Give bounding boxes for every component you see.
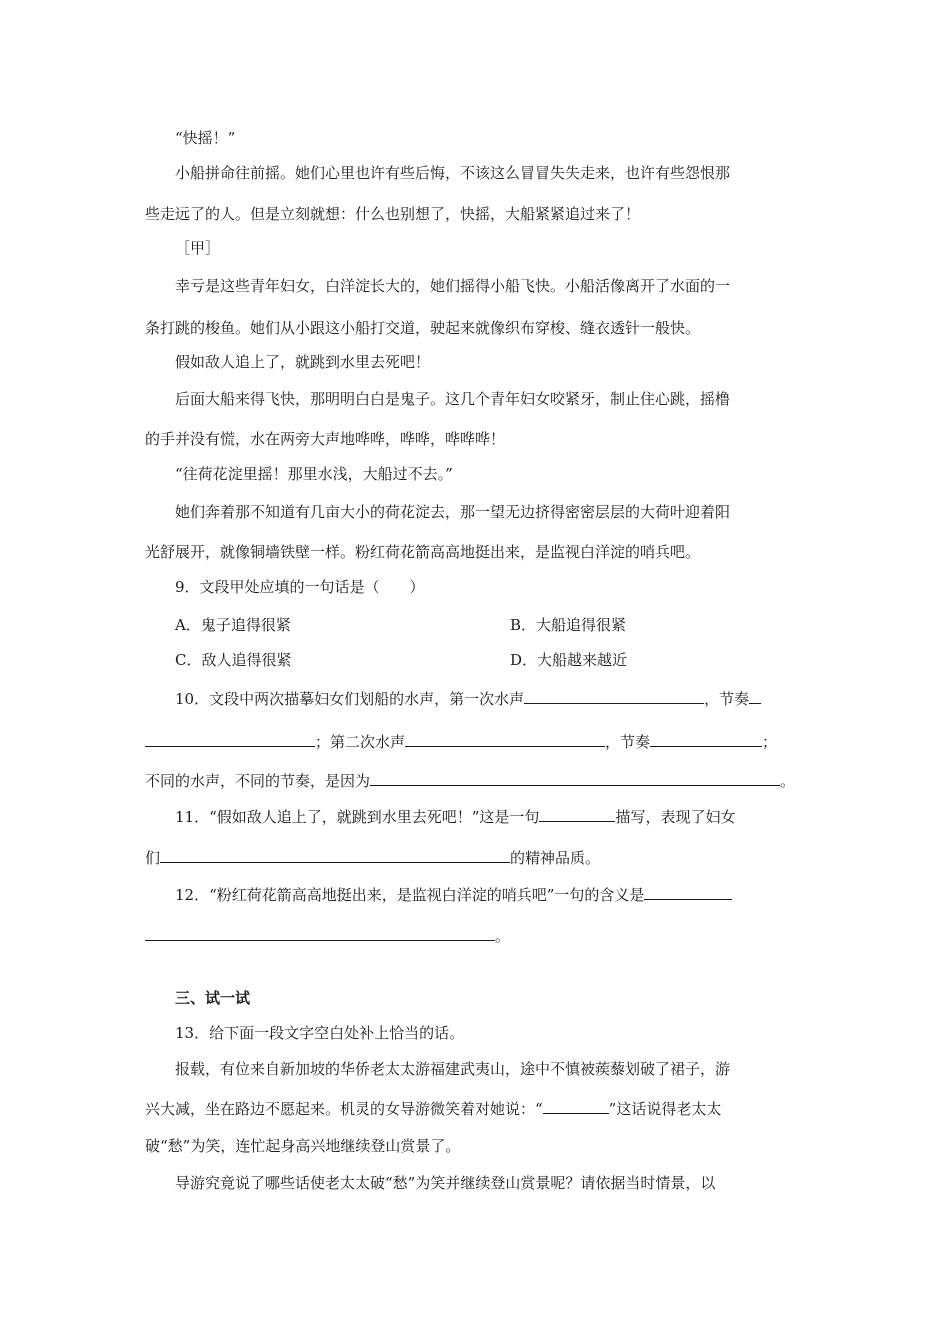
q13-passage-line: 导游究竟说了哪些话使老太太破“愁”为笑并继续登山赏景呢？请依据当时情景，以 (175, 1174, 716, 1192)
q11-text: 的精神品质。 (510, 849, 601, 867)
passage-line: 她们奔着那不知道有几亩大小的荷花淀去，那一望无边挤得密密层层的大荷叶迎着阳 (175, 503, 731, 521)
q12-text: 12．“粉红荷花箭高高地挺出来，是监视白洋淀的哨兵吧”一句的含义是 (175, 886, 645, 904)
question-10-line3 (145, 770, 795, 791)
section-3-heading: 三、试一试 (175, 989, 251, 1007)
passage-line: 后面大船来得飞快，那明明白白是鬼子。这几个青年妇女咬紧牙，制止住心跳，摇橹 (175, 390, 731, 408)
q9-option-b[interactable]: B．大船追得很紧 (510, 616, 627, 634)
answer-blank[interactable] (160, 847, 510, 863)
passage-line: ［甲］ (175, 239, 221, 257)
passage-line: 小船拼命往前摇。她们心里也许有些后悔，不该这么冒冒失失走来，也许有些怨恨那 (175, 164, 731, 182)
passage-line: “往荷花淀里摇！那里水浅，大船过不去。” (175, 465, 453, 483)
question-12-line1 (175, 884, 732, 905)
answer-blank[interactable] (405, 731, 605, 747)
answer-blank[interactable] (539, 806, 615, 822)
answer-blank[interactable] (650, 731, 762, 747)
answer-blank[interactable] (749, 688, 761, 704)
passage-line: 条打跳的梭鱼。她们从小跟这小船打交道，驶起来就像织布穿梭、缝衣透针一般快。 (145, 319, 701, 337)
question-12-line2 (145, 925, 510, 946)
question-10-line1 (175, 688, 761, 709)
question-11-line2 (145, 847, 600, 868)
question-13-stem: 13．给下面一段文字空白处补上恰当的话。 (175, 1024, 465, 1042)
answer-blank[interactable] (644, 884, 732, 900)
passage-line: 些走远了的人。但是立刻就想：什么也别想了，快摇，大船紧紧追过来了！ (145, 205, 641, 223)
q11-text: 们 (145, 849, 161, 867)
question-10-line2 (145, 731, 777, 752)
q13-passage-line (145, 1098, 721, 1119)
answer-blank[interactable] (145, 925, 495, 941)
passage-line: “快摇！” (175, 129, 236, 147)
q10-text: ，节奏 (704, 690, 750, 708)
q10-text: ； (762, 733, 778, 751)
answer-blank[interactable] (370, 770, 780, 786)
q12-text: 。 (495, 927, 511, 945)
q11-text: 11．“假如敌人追上了，就跳到水里去死吧！”这是一句 (175, 808, 540, 826)
q9-option-c[interactable]: C．敌人追得很紧 (175, 651, 292, 669)
q13-text: 兴大减，坐在路边不愿起来。机灵的女导游微笑着对她说：“ (145, 1100, 543, 1118)
passage-line: 光舒展开，就像铜墙铁壁一样。粉红荷花箭高高地挺出来，是监视白洋淀的哨兵吧。 (145, 543, 701, 561)
q13-text: ”这话说得老太太 (608, 1100, 722, 1118)
passage-line: 假如敌人追上了，就跳到水里去死吧！ (175, 353, 431, 371)
q10-text: ；第二次水声 (315, 733, 406, 751)
q9-option-d[interactable]: D．大船越来越近 (510, 651, 628, 669)
q10-text: 10．文段中两次描摹妇女们划船的水声，第一次水声 (175, 690, 525, 708)
q11-text: 描写，表现了妇女 (615, 808, 736, 826)
answer-blank[interactable] (543, 1098, 609, 1114)
passage-line: 幸亏是这些青年妇女，白洋淀长大的，她们摇得小船飞快。小船活像离开了水面的一 (175, 277, 731, 295)
answer-blank[interactable] (145, 731, 315, 747)
q10-text: 不同的水声，不同的节奏，是因为 (145, 772, 371, 790)
question-9-stem: 9．文段甲处应填的一句话是（ ） (175, 578, 425, 596)
answer-blank[interactable] (524, 688, 704, 704)
q13-passage-line: 报载，有位来自新加坡的华侨老太太游福建武夷山，途中不慎被蒺藜划破了裙子，游 (175, 1060, 731, 1078)
q9-option-a[interactable]: A．鬼子追得很紧 (175, 616, 291, 634)
question-11-line1 (175, 806, 735, 827)
passage-line: 的手并没有慌，水在两旁大声地哗哗，哗哗，哗哗哗！ (145, 430, 506, 448)
q10-text: 。 (780, 772, 796, 790)
q13-passage-line: 破“愁”为笑，连忙起身高兴地继续登山赏景了。 (145, 1137, 461, 1155)
q10-text: ，节奏 (605, 733, 651, 751)
